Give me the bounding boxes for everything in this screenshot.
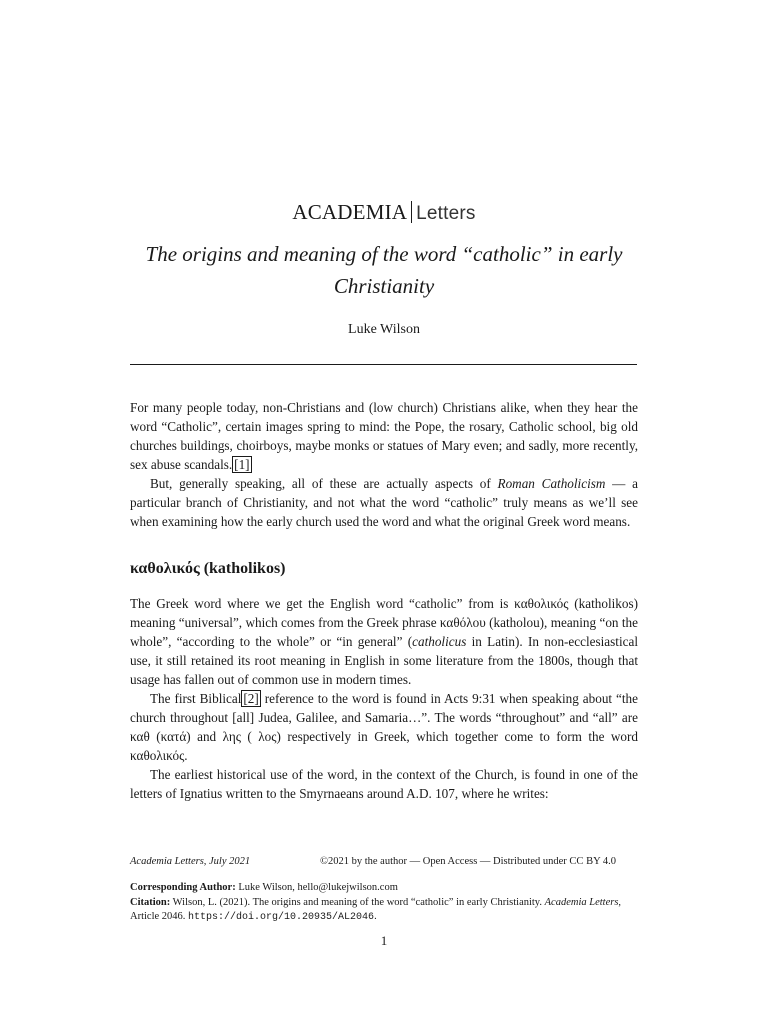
intro-section — [130, 398, 638, 531]
section1-paragraph-3: The earliest historical use of the word, in the context of the Church, is found in one of the letters of Ignatius written to the Smyrnaeans around A.D. 107, where he writes: — [130, 767, 638, 801]
section-heading-katholikos: καθολικός (katholikos) — [130, 560, 286, 577]
section1-p1-before: The Greek word where we get the English word “catholic” from is καθολικός (katholikos) meaning “universal”, which comes from the Greek phrase καθόλου (katholou), meaning “on the whole”, “according to the whole” or “in general” ( — [130, 596, 638, 649]
page-number: 1 — [380, 933, 388, 948]
citation-text: Wilson, L. (2021). The origins and meaning of the word “catholic” in early Christianity. — [170, 896, 545, 908]
academia-logo-text: ACADEMIA — [292, 200, 408, 224]
intro-p1-text: For many people today, non-Christians and (low church) Christians alike, when they hear the word “Catholic”, certain images spring to mind: the Pope, the rosary, Catholic school, big old churches buildings, choirboys, maybe monks or statues of Mary even; and sadly, more recently, sex abuse scandals. — [130, 400, 638, 472]
footnote-ref-2[interactable]: [2] — [243, 691, 259, 706]
license-notice: ©2021 by the author — Open Access — Distributed under CC BY 4.0 — [320, 856, 617, 867]
intro-paragraph-2 — [130, 474, 638, 531]
section1-p2-before: The first Biblical — [150, 691, 242, 706]
intro-p2-before: But, generally speaking, all of these are actually aspects of — [150, 476, 498, 491]
section1-p1-after: in Latin). In non-ecclesiastical use, it still retained its root meaning in English in some literature from the 1800s, though that usage has fallen out of common use in modern times. — [130, 634, 638, 687]
corresponding-author — [130, 881, 638, 896]
citation — [130, 896, 638, 926]
doi-link[interactable]: https://doi.org/10.20935/AL2046 — [188, 912, 375, 923]
section1-paragraph-1 — [130, 594, 638, 689]
article-title: The origins and meaning of the word “catholic” in early Christianity — [145, 242, 623, 298]
masthead-series: Letters — [416, 203, 476, 224]
section1-paragraph-2 — [130, 689, 638, 765]
citation-end: . — [374, 911, 377, 922]
corresponding-author-label: Corresponding Author: — [130, 882, 236, 893]
section1-p2-after: reference to the word is found in Acts 9:31 when speaking about “the church throughout [all] Judea, Galilee, and Samaria…”. The words “throughout” and “all” are καθ (κατά) and λης ( λος) respectively in Greek, which together come to form the word καθολικός. — [130, 691, 638, 763]
masthead-divider — [411, 201, 412, 223]
footnote-ref-1[interactable]: [1] — [234, 457, 250, 472]
masthead — [0, 198, 768, 228]
title-divider — [130, 364, 637, 365]
citation-article: , Article 2046. — [130, 896, 622, 922]
article-author: Luke Wilson — [348, 322, 420, 337]
intro-paragraph-1 — [130, 398, 638, 474]
katholikos-section — [130, 594, 638, 803]
intro-p2-after: — a particular branch of Christianity, and not what the word “catholic” truly means as we’ll see when examining how the early church used the word and what the original Greek word means. — [130, 476, 638, 529]
intro-p2-emphasis: Roman Catholicism — [497, 476, 606, 491]
citation-journal: Academia Letters — [544, 896, 619, 908]
journal-date: Academia Letters, July 2021 — [130, 856, 251, 867]
corresponding-author-value: Luke Wilson, hello@lukejwilson.com — [235, 882, 398, 893]
article-meta — [130, 881, 638, 926]
citation-label: Citation: — [130, 896, 171, 908]
section1-p1-emphasis: catholicus — [412, 634, 467, 649]
